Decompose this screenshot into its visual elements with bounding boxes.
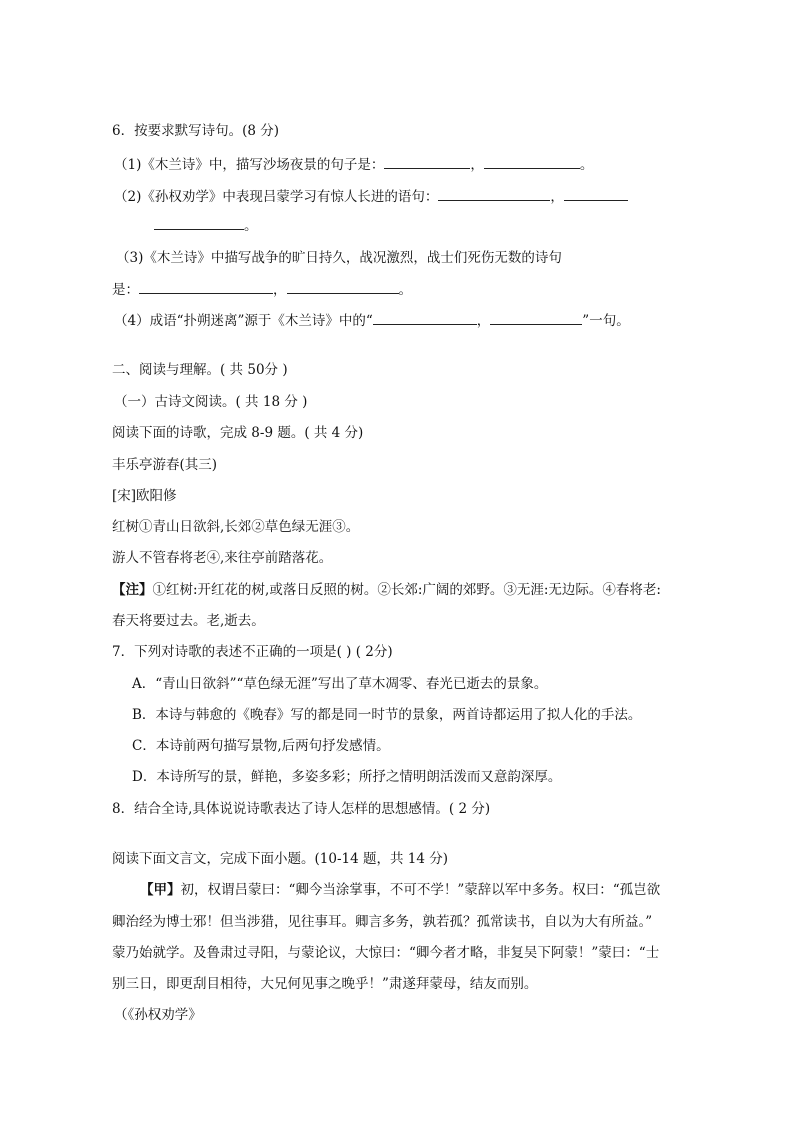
poem-intro: 阅读下面的诗歌，完成 8-9 题。( 共 4 分) [112,425,364,441]
q7-option-c[interactable]: C．本诗前两句描写景物,后两句抒发感情。 [132,738,390,754]
q6-sub2-cont: 。 [154,215,258,236]
answer-blank[interactable] [564,186,628,201]
q6-sub3-cont: 是： ， 。 [112,279,412,300]
wenyan-para-1: 【甲】初，权谓吕蒙曰：“卿今当涂掌事，不可不学！”蒙辞以军中多务。权曰：“孤岂欲 [140,882,661,898]
q6-title: 6．按要求默写诗句。(8 分) [112,123,280,139]
wenyan-source: （《孙权劝学》 [114,1007,202,1023]
poem-line-2: 游人不管春将老④,来往亭前踏落花。 [112,550,333,566]
note-tag: 【注】 [112,582,153,598]
answer-blank[interactable] [373,310,477,325]
answer-blank[interactable] [438,186,550,201]
wenyan-para-2: 卿治经为博士邪！但当涉猎，见往事耳。卿言多务，孰若孤？孤常读书，自以为大有所益。” [112,914,653,930]
wenyan-intro: 阅读下面文言文，完成下面小题。(10-14 题，共 14 分) [112,851,449,867]
q7-title: 7．下列对诗歌的表述不正确的一项是( ) ( 2分) [112,644,393,660]
answer-blank[interactable] [490,310,582,325]
answer-blank[interactable] [139,279,273,294]
passage-tag: 【甲】 [140,882,181,898]
q6-sub2: （2)《孙权劝学》中表现吕蒙学习有惊人长进的语句： ， [114,186,628,207]
answer-blank[interactable] [154,215,244,230]
q6-sub1: （1)《木兰诗》中，描写沙场夜景的句子是： ， 。 [114,154,593,175]
wenyan-para-4: 别三日，即更刮目相待，大兄何见事之晚乎！”肃遂拜蒙母，结友而别。 [112,976,538,992]
poem-note: 【注】①红树:开红花的树,或落日反照的树。②长郊:广阔的郊野。③无涯:无边际。④春将老: [112,582,661,598]
q6-sub3: （3)《木兰诗》中描写战争的旷日持久，战况激烈，战士们死伤无数的诗句 [116,250,562,266]
poem-author: [宋]欧阳修 [112,488,177,504]
q7-option-a[interactable]: A．“青山日欲斜”“草色绿无涯”写出了草木凋零、春光已逝去的景象。 [132,676,548,692]
poem-title: 丰乐亭游春(其三) [112,457,218,473]
poem-line-1: 红树①青山日欲斜,长郊②草色绿无涯③。 [112,519,360,535]
q7-option-b[interactable]: B．本诗与韩愈的《晚春》写的都是同一时节的景象，两首诗都运用了拟人化的手法。 [132,707,642,723]
q8-title: 8．结合全诗,具体说说诗歌表达了诗人怎样的思想感情。( 2 分) [112,801,491,817]
wenyan-para-3: 蒙乃始就学。及鲁肃过寻阳，与蒙论议，大惊曰：“卿今者才略，非复吴下阿蒙！”蒙曰：“士 [112,945,660,961]
q7-option-d[interactable]: D．本诗所写的景，鲜艳，多姿多彩；所抒之情明朗活泼而又意韵深厚。 [132,769,562,785]
q6-sub4: （4）成语“扑朔迷离”源于《木兰诗》中的“ ， ”一句。 [114,310,630,331]
poem-note-cont: 春天将要过去。老,逝去。 [112,613,265,629]
answer-blank[interactable] [384,154,470,169]
answer-blank[interactable] [287,279,399,294]
answer-blank[interactable] [484,154,580,169]
section2-title: 二、阅读与理解。( 共 50分 ) [112,362,288,378]
section2-sub1: （一）古诗文阅读。( 共 18 分 ) [114,394,308,410]
